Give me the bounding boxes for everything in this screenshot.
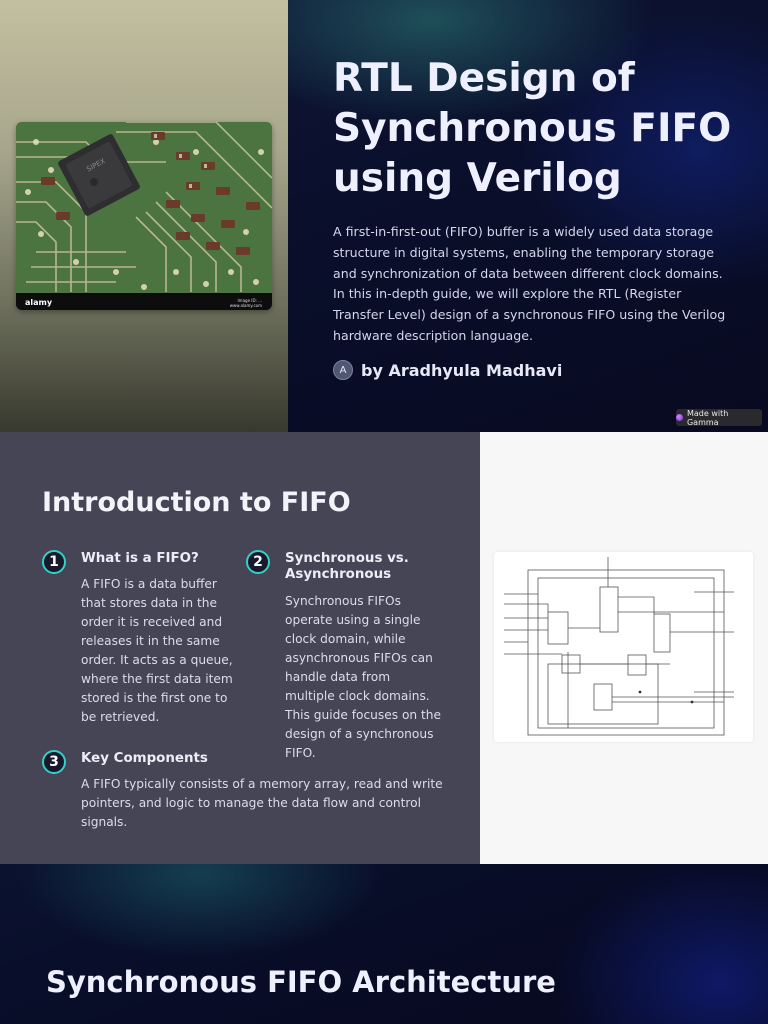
architecture-title: Synchronous FIFO Architecture <box>46 965 556 999</box>
step-number-2: 2 <box>246 550 270 574</box>
author-name: by Aradhyula Madhavi <box>361 360 563 380</box>
intro-slide <box>0 432 768 864</box>
item-heading-3: Key Components <box>81 751 208 766</box>
photo-panel <box>0 0 288 432</box>
item-heading-1: What is a FIFO? <box>81 551 199 566</box>
image-id-text: Image ID: ... www.alamy.com <box>229 298 262 308</box>
author-line <box>333 359 562 381</box>
avatar: A <box>333 360 353 380</box>
slide-title: RTL Design of Synchronous FIFO using Verilog <box>333 56 732 201</box>
item-body-2: Synchronous FIFOs operate using a single clock domain, while asynchronous FIFOs can handle data from multiple clock domains. This guide focuses on the design of a synchronous FIFO. <box>285 594 442 760</box>
section-title: Introduction to FIFO <box>42 487 351 518</box>
alamy-logo: alamy <box>25 298 53 307</box>
item-body-3: A FIFO typically consists of a memory array, read and write pointers, and logic to manage the data flow and control signals. <box>81 777 443 829</box>
badge-label: Made with Gamma <box>686 408 729 427</box>
title-slide <box>0 0 768 432</box>
diagram-panel <box>480 432 768 864</box>
step-number-3: 3 <box>42 750 66 774</box>
made-with-gamma-badge[interactable] <box>676 409 762 426</box>
circuit-board-photo <box>16 122 272 310</box>
fifo-block-diagram <box>494 552 753 742</box>
intro-text-panel <box>0 432 480 864</box>
intro-paragraph: A first-in-first-out (FIFO) buffer is a widely used data storage structure in digital systems, enabling the temporary storage and synchronization of data between different clock domains. In this in-depth guide, we will explore the RTL (Register Transfer Level) design of a synchronous FIFO using the Verilog hardware description language. <box>333 224 726 343</box>
architecture-slide <box>0 864 768 1024</box>
gamma-logo-icon <box>676 414 683 421</box>
item-body-1: A FIFO is a data buffer that stores data in the order it is received and releases it in the same order. It acts as a queue, where the first data item stored is the first one to be retrieved. <box>81 577 233 724</box>
svg-text:SIPEX: SIPEX <box>85 157 107 174</box>
step-number-1: 1 <box>42 550 66 574</box>
item-heading-2: Synchronous vs. Asynchronous <box>285 551 409 582</box>
